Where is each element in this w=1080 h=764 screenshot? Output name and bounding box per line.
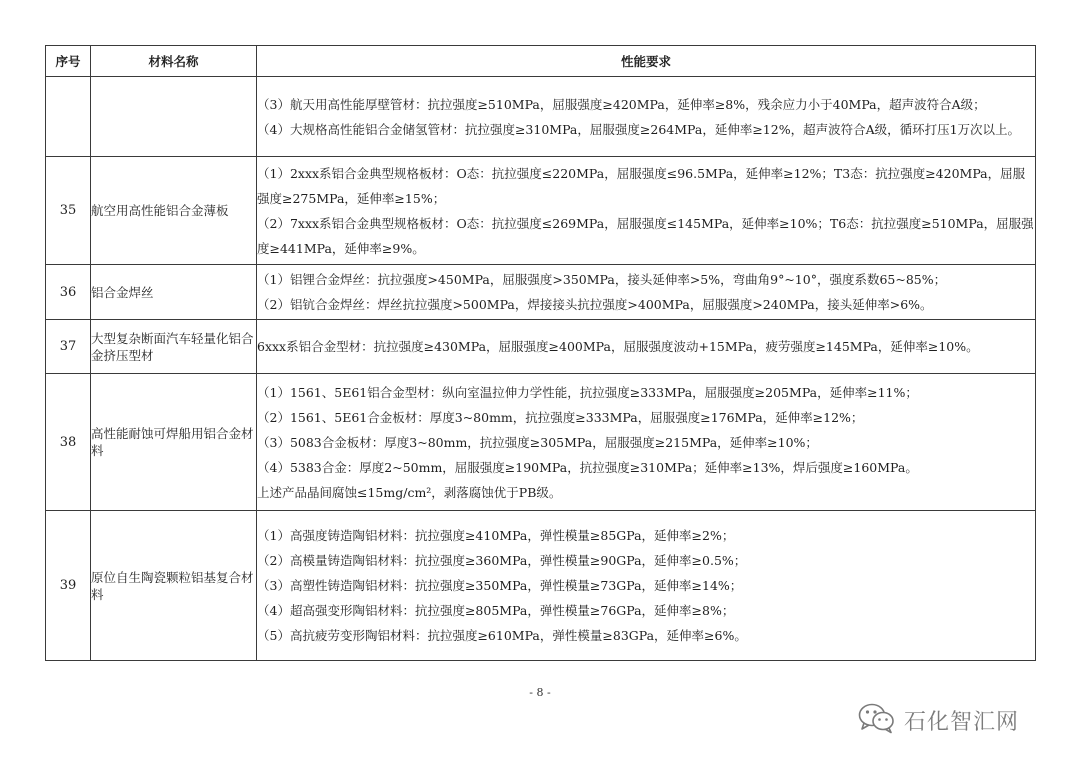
header-req: 性能要求 bbox=[257, 46, 1036, 77]
table-row bbox=[46, 77, 1036, 157]
requirements-table bbox=[45, 45, 1036, 661]
table-row bbox=[46, 511, 1036, 661]
req-line: （1）1561、5E61铝合金型材：纵向室温拉伸力学性能，抗拉强度≥333MPa，屈服强度≥205MPa，延伸率≥11%； bbox=[257, 384, 918, 400]
row-requirements bbox=[257, 374, 1036, 511]
table-row bbox=[46, 157, 1036, 265]
req-line: （2）高模量铸造陶铝材料：抗拉强度≥360MPa，弹性模量≥90GPa，延伸率≥0.5%； bbox=[257, 553, 747, 568]
table-row bbox=[46, 265, 1036, 320]
row-no: 39 bbox=[46, 511, 91, 661]
req-line: （1）铝锂合金焊丝：抗拉强度>450MPa，屈服强度>350MPa，接头延伸率>5%，弯曲角9°~10°，强度系数65~85%； bbox=[257, 272, 947, 287]
req-line: （5）高抗疲劳变形陶铝材料：抗拉强度≥610MPa，弹性模量≥83GPa，延伸率≥6%。 bbox=[257, 628, 747, 643]
row-no: 35 bbox=[46, 157, 91, 265]
row-requirements bbox=[257, 320, 1036, 374]
row-no: 36 bbox=[46, 265, 91, 320]
row-no bbox=[46, 77, 91, 157]
table-header-row bbox=[46, 46, 1036, 77]
row-requirements bbox=[257, 511, 1036, 661]
req-line: （2）7xxx系铝合金典型规格板材：O态：抗拉强度≤269MPa，屈服强度≤145MPa，延伸率≥10%；T6态：抗拉强度≥510MPa，屈服强度≥441MPa，延伸率≥9%。 bbox=[257, 215, 1034, 256]
watermark-text: 石化智汇网 bbox=[904, 709, 1020, 735]
header-no: 序号 bbox=[46, 46, 91, 77]
row-no: 38 bbox=[46, 374, 91, 511]
row-name: 高性能耐蚀可焊船用铝合金材料 bbox=[91, 374, 257, 511]
row-no: 37 bbox=[46, 320, 91, 374]
wechat-icon bbox=[858, 702, 896, 738]
req-line: （3）高塑性铸造陶铝材料：抗拉强度≥350MPa，弹性模量≥73GPa，延伸率≥14%； bbox=[257, 578, 743, 593]
watermark bbox=[858, 702, 1019, 738]
req-line: （3）航天用高性能厚壁管材：抗拉强度≥510MPa，屈服强度≥420MPa，延伸率≥8%，残余应力小于40MPa，超声波符合A级； bbox=[257, 96, 986, 112]
req-line: （3）5083合金板材：厚度3~80mm，抗拉强度≥305MPa，屈服强度≥215MPa，延伸率≥10%； bbox=[257, 434, 818, 450]
row-requirements bbox=[257, 157, 1036, 265]
row-name: 原位自生陶瓷颗粒铝基复合材料 bbox=[91, 511, 257, 661]
req-line: （4）大规格高性能铝合金储氢管材：抗拉强度≥310MPa，屈服强度≥264MPa，延伸率≥12%，超声波符合A级，循环打压1万次以上。 bbox=[257, 121, 1021, 137]
row-requirements bbox=[257, 265, 1036, 320]
row-requirements bbox=[257, 77, 1036, 157]
req-line: 6xxx系铝合金型材：抗拉强度≥430MPa，屈服强度≥400MPa，屈服强度波动+15MPa，疲劳强度≥145MPa，延伸率≥10%。 bbox=[257, 339, 979, 354]
header-name: 材料名称 bbox=[91, 46, 257, 77]
row-name bbox=[91, 77, 257, 157]
page-number: - 8 - bbox=[529, 686, 551, 699]
row-name: 铝合金焊丝 bbox=[91, 265, 257, 320]
req-line: （1）高强度铸造陶铝材料：抗拉强度≥410MPa，弹性模量≥85GPa，延伸率≥2%； bbox=[257, 528, 735, 543]
req-line: （1）2xxx系铝合金典型规格板材：O态：抗拉强度≤220MPa，屈服强度≤96.5MPa，延伸率≥12%；T3态：抗拉强度≥420MPa，屈服强度≥275MPa，延伸率≥15%； bbox=[257, 165, 1026, 206]
req-line: （4）超高强变形陶铝材料：抗拉强度≥805MPa，弹性模量≥76GPa，延伸率≥8%； bbox=[257, 603, 735, 618]
req-line: （2）1561、5E61合金板材：厚度3~80mm，抗拉强度≥333MPa，屈服强度≥176MPa，延伸率≥12%； bbox=[257, 409, 864, 425]
req-line: （4）5383合金：厚度2~50mm，屈服强度≥190MPa，抗拉强度≥310MPa；延伸率≥13%，焊后强度≥160MPa。 bbox=[257, 459, 918, 475]
req-line: 上述产品晶间腐蚀≤15mg/cm²，剥落腐蚀优于PB级。 bbox=[257, 484, 562, 500]
table-row bbox=[46, 374, 1036, 511]
req-line: （2）铝钪合金焊丝：焊丝抗拉强度>500MPa，焊接接头抗拉强度>400MPa，屈服强度>240MPa，接头延伸率>6%。 bbox=[257, 297, 933, 312]
table-row bbox=[46, 320, 1036, 374]
row-name: 航空用高性能铝合金薄板 bbox=[91, 157, 257, 265]
row-name: 大型复杂断面汽车轻量化铝合金挤压型材 bbox=[91, 320, 257, 374]
